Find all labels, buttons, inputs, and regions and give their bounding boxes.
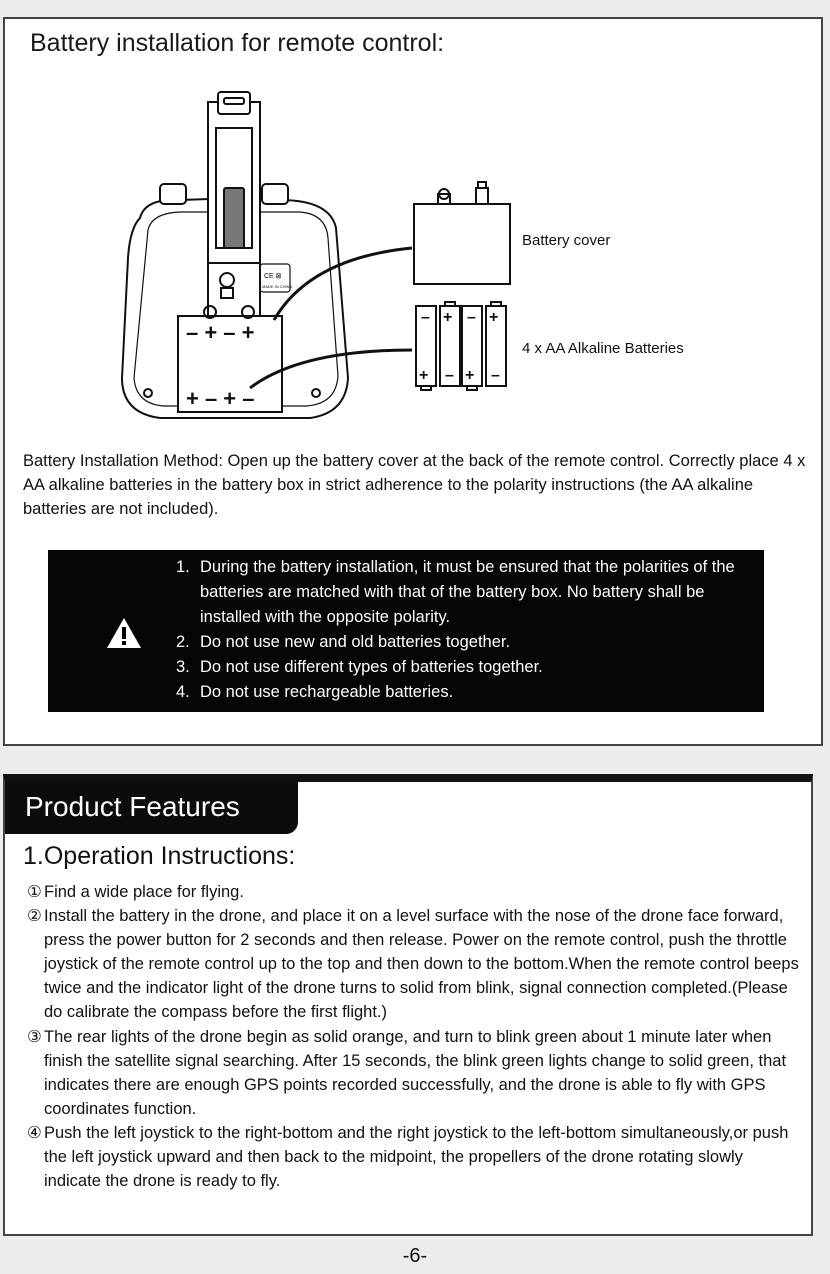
warning-item: 4. Do not use rechargeable batteries. <box>176 683 454 701</box>
step-item: ② Install the battery in the drone, and place it on a level surface with the nose of the drone face forward, press the power button for 2 seconds and then release. Power on the remote control, push the throttle joystick of the remote control up to the top and then down to the bottom.When the remote control beeps twice and the indicator light of the drone turns to solid from blink, signal connection completed.(Please do calibrate the compass before the first flight.) <box>27 907 799 1022</box>
svg-text:–: – <box>445 367 454 384</box>
step-item: ④ Push the left joystick to the right-bottom and the right joystick to the left-bottom simultaneously,or push the left joystick upward and then back to the midpoint, the propellers of the drone rotating slowly indicate the drone is ready to fly. <box>27 1123 789 1191</box>
step-item: ③ The rear lights of the drone begin as solid orange, and turn to blink green about 1 minute later when finish the satellite signal searching. After 15 seconds, the blink green lights change to solid green, that indicates there are enough GPS points recorded successfully, and the drone is able to fly with GPS coordinates function. <box>27 1027 787 1118</box>
svg-text:– + – +: – + – + <box>186 320 255 345</box>
step-item: ① Find a wide place for flying. <box>27 883 244 901</box>
operation-instructions-heading: 1.Operation Instructions: <box>23 842 296 870</box>
remote-control-battery-diagram <box>100 88 740 428</box>
warning-item: 1. During the battery installation, it must be ensured that the polarities of the batteries are matched with that of the battery box. No battery shall be installed with the opposite polarity. <box>176 558 735 626</box>
product-features-heading: Product Features <box>25 791 240 822</box>
svg-text:–: – <box>491 367 500 384</box>
svg-text:MADE IN CHINA: MADE IN CHINA <box>262 284 293 289</box>
batteries-label: 4 x AA Alkaline Batteries <box>522 340 684 357</box>
warning-item: 2. Do not use new and old batteries together. <box>176 633 511 651</box>
svg-text:+: + <box>465 367 475 384</box>
svg-text:+: + <box>419 367 429 384</box>
svg-text:+ – + –: + – + – <box>186 386 255 411</box>
page-number: -6- <box>402 1245 428 1267</box>
svg-text:–: – <box>467 309 476 326</box>
warning-list <box>176 555 756 705</box>
battery-cover-label: Battery cover <box>522 232 611 249</box>
warning-box <box>48 550 764 712</box>
svg-text:–: – <box>421 309 430 326</box>
product-features-panel <box>3 774 813 1236</box>
warning-item: 3. Do not use different types of batteries together. <box>176 658 543 676</box>
svg-text:+: + <box>443 309 453 326</box>
svg-text:CE ⊠: CE ⊠ <box>264 273 282 280</box>
svg-text:+: + <box>489 309 499 326</box>
operation-steps-list <box>27 880 802 1193</box>
installation-method-text: Battery Installation Method: Open up the battery cover at the back of the remote control. Correctly place 4 x AA alkaline batteries in the battery box in strict adherence to the polarity instructions (the AA alkaline batteries are not included). <box>23 452 806 518</box>
warning-triangle-icon <box>105 616 143 650</box>
battery-section-title: Battery installation for remote control: <box>30 29 445 57</box>
